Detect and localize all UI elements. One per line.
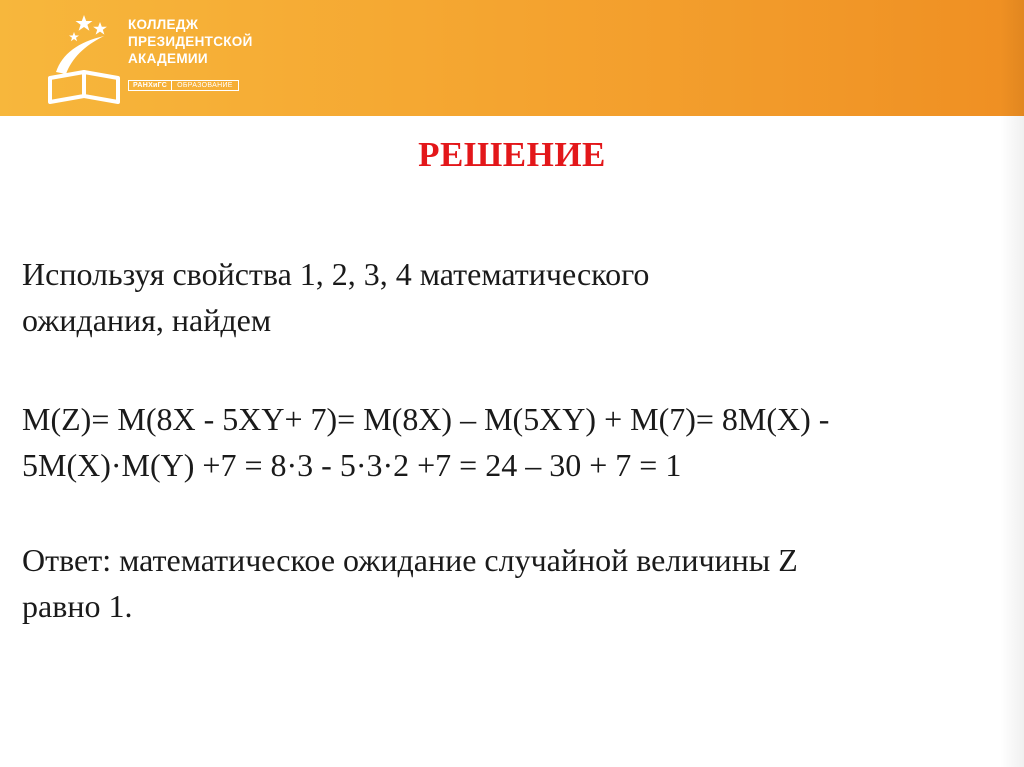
education-badge: ОБРАЗОВАНИЕ: [172, 80, 239, 91]
logo-line-3: АКАДЕМИИ: [128, 51, 208, 66]
answer-line-2: равно 1.: [22, 588, 133, 624]
college-logo-text: [128, 16, 253, 67]
intro-line-1: Используя свойства 1, 2, 3, 4 математического: [22, 256, 650, 292]
intro-line-2: ожидания, найдем: [22, 302, 272, 338]
answer-line-1: Ответ: математическое ожидание случайной величины Z: [22, 542, 798, 578]
formula-line-2: 5M(X)·M(Y) +7 = 8·3 - 5·3·2 +7 = 24 – 30 + 7 = 1: [22, 447, 682, 483]
ranepa-badge: РАНХиГС: [128, 80, 172, 91]
logo-badges: [128, 80, 239, 91]
intro-paragraph: [22, 251, 649, 343]
logo-line-1: КОЛЛЕДЖ: [128, 17, 199, 32]
slide-title: РЕШЕНИЕ: [418, 135, 606, 174]
right-edge-shade: [1000, 0, 1024, 767]
formula-paragraph: [22, 396, 829, 488]
answer-paragraph: [22, 537, 798, 629]
formula-line-1: M(Z)= M(8X - 5XY+ 7)= M(8X) – M(5XY) + M(7)= 8M(X) -: [22, 401, 830, 437]
college-logo-icon: [44, 12, 126, 104]
logo-line-2: ПРЕЗИДЕНТСКОЙ: [128, 34, 253, 49]
